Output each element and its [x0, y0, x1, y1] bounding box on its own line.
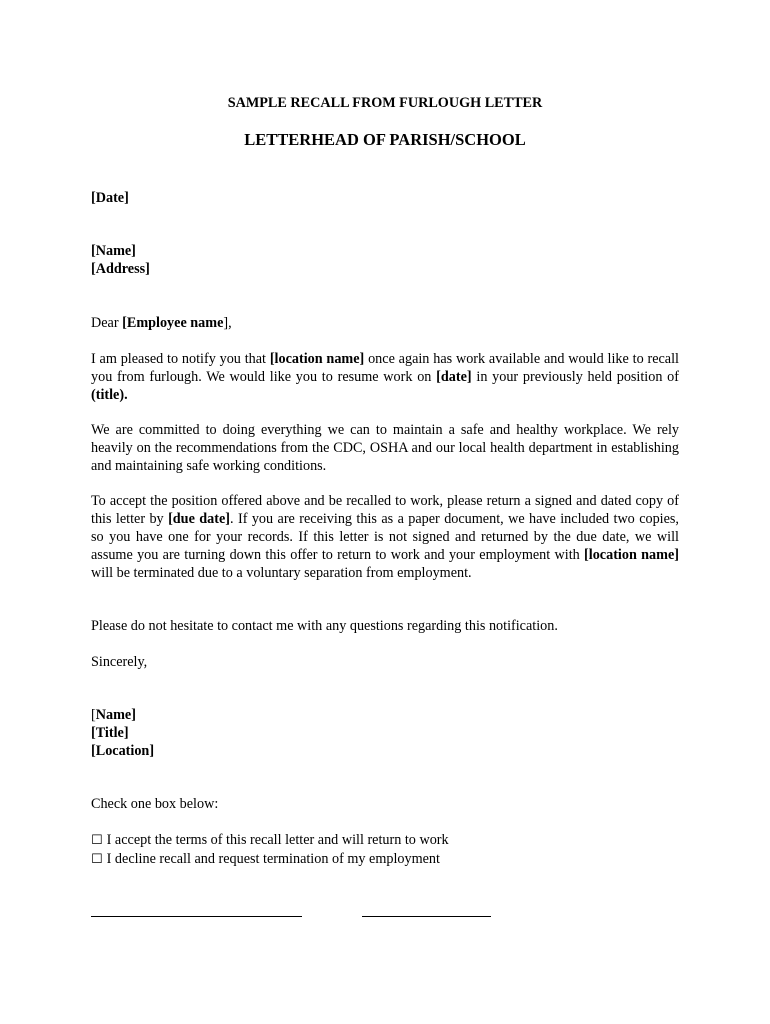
option-decline-label: I decline recall and request termination of my employment [106, 851, 440, 867]
recipient-address: [Address] [91, 261, 150, 277]
checkbox-empty-icon[interactable]: ☐ [91, 852, 103, 867]
option-accept-label: I accept the terms of this recall letter and will return to work [106, 832, 449, 848]
signature-location: [Location] [91, 743, 155, 759]
p3-text-3: will be terminated due to a voluntary separation from employment. [91, 565, 472, 581]
paragraph-recall-notice [91, 350, 679, 404]
signature-open-bracket: [ [91, 707, 96, 723]
signature-name [91, 706, 679, 724]
salutation-prefix: Dear [91, 315, 123, 331]
p1-text-1: I am pleased to notify you that [91, 351, 270, 367]
option-decline[interactable] [91, 850, 679, 869]
check-instruction: Check one box below: [91, 796, 219, 812]
recipient-block [91, 242, 679, 278]
p1-location-name: [location name] [269, 351, 365, 367]
salutation [91, 314, 679, 332]
checkbox-options [91, 831, 679, 869]
checkbox-empty-icon[interactable]: ☐ [91, 833, 103, 848]
option-accept[interactable] [91, 831, 679, 850]
date-placeholder: [Date] [91, 190, 129, 206]
p1-position-title: (title). [91, 387, 128, 403]
signature-line [91, 916, 302, 917]
p1-resume-date: [date] [436, 369, 472, 385]
p1-text-2: once again has work available and would like to recall you from furlough. We would like you to resume work on [91, 351, 679, 385]
letterhead-title: LETTERHEAD OF PARISH/SCHOOL [244, 130, 526, 149]
closing: Sincerely, [91, 654, 148, 670]
document-title: SAMPLE RECALL FROM FURLOUGH LETTER [227, 95, 543, 111]
signature-name-text: Name] [95, 707, 136, 723]
p3-text-1: To accept the position offered above and be recalled to work, please return a signed and dated copy of this letter by [91, 493, 679, 527]
paragraph-acceptance [91, 492, 679, 582]
signature-title: [Title] [91, 725, 129, 741]
paragraph-safety: We are committed to doing everything we can to maintain a safe and healthy workplace. We rely heavily on the recommendations from the CDC, OSHA and our local health department in establishing and maintaining safe working conditions. [91, 422, 679, 474]
salutation-employee-name: [Employee name [122, 315, 224, 331]
date-line [362, 916, 491, 917]
recipient-name: [Name] [91, 243, 136, 259]
p3-text-2: . If you are receiving this as a paper document, we have included two copies, so you have one for your records. If this letter is not signed and returned by the due date, we will assume you are turning down this offer to return to work and your employment with [91, 511, 679, 563]
signature-block [91, 706, 679, 760]
p3-location-name: [location name] [584, 547, 679, 563]
paragraph-contact: Please do not hesitate to contact me with any questions regarding this notification. [91, 618, 558, 634]
p3-due-date: [due date] [168, 511, 231, 527]
salutation-suffix: ], [223, 315, 232, 331]
p1-text-3: in your previously held position of [471, 369, 680, 385]
